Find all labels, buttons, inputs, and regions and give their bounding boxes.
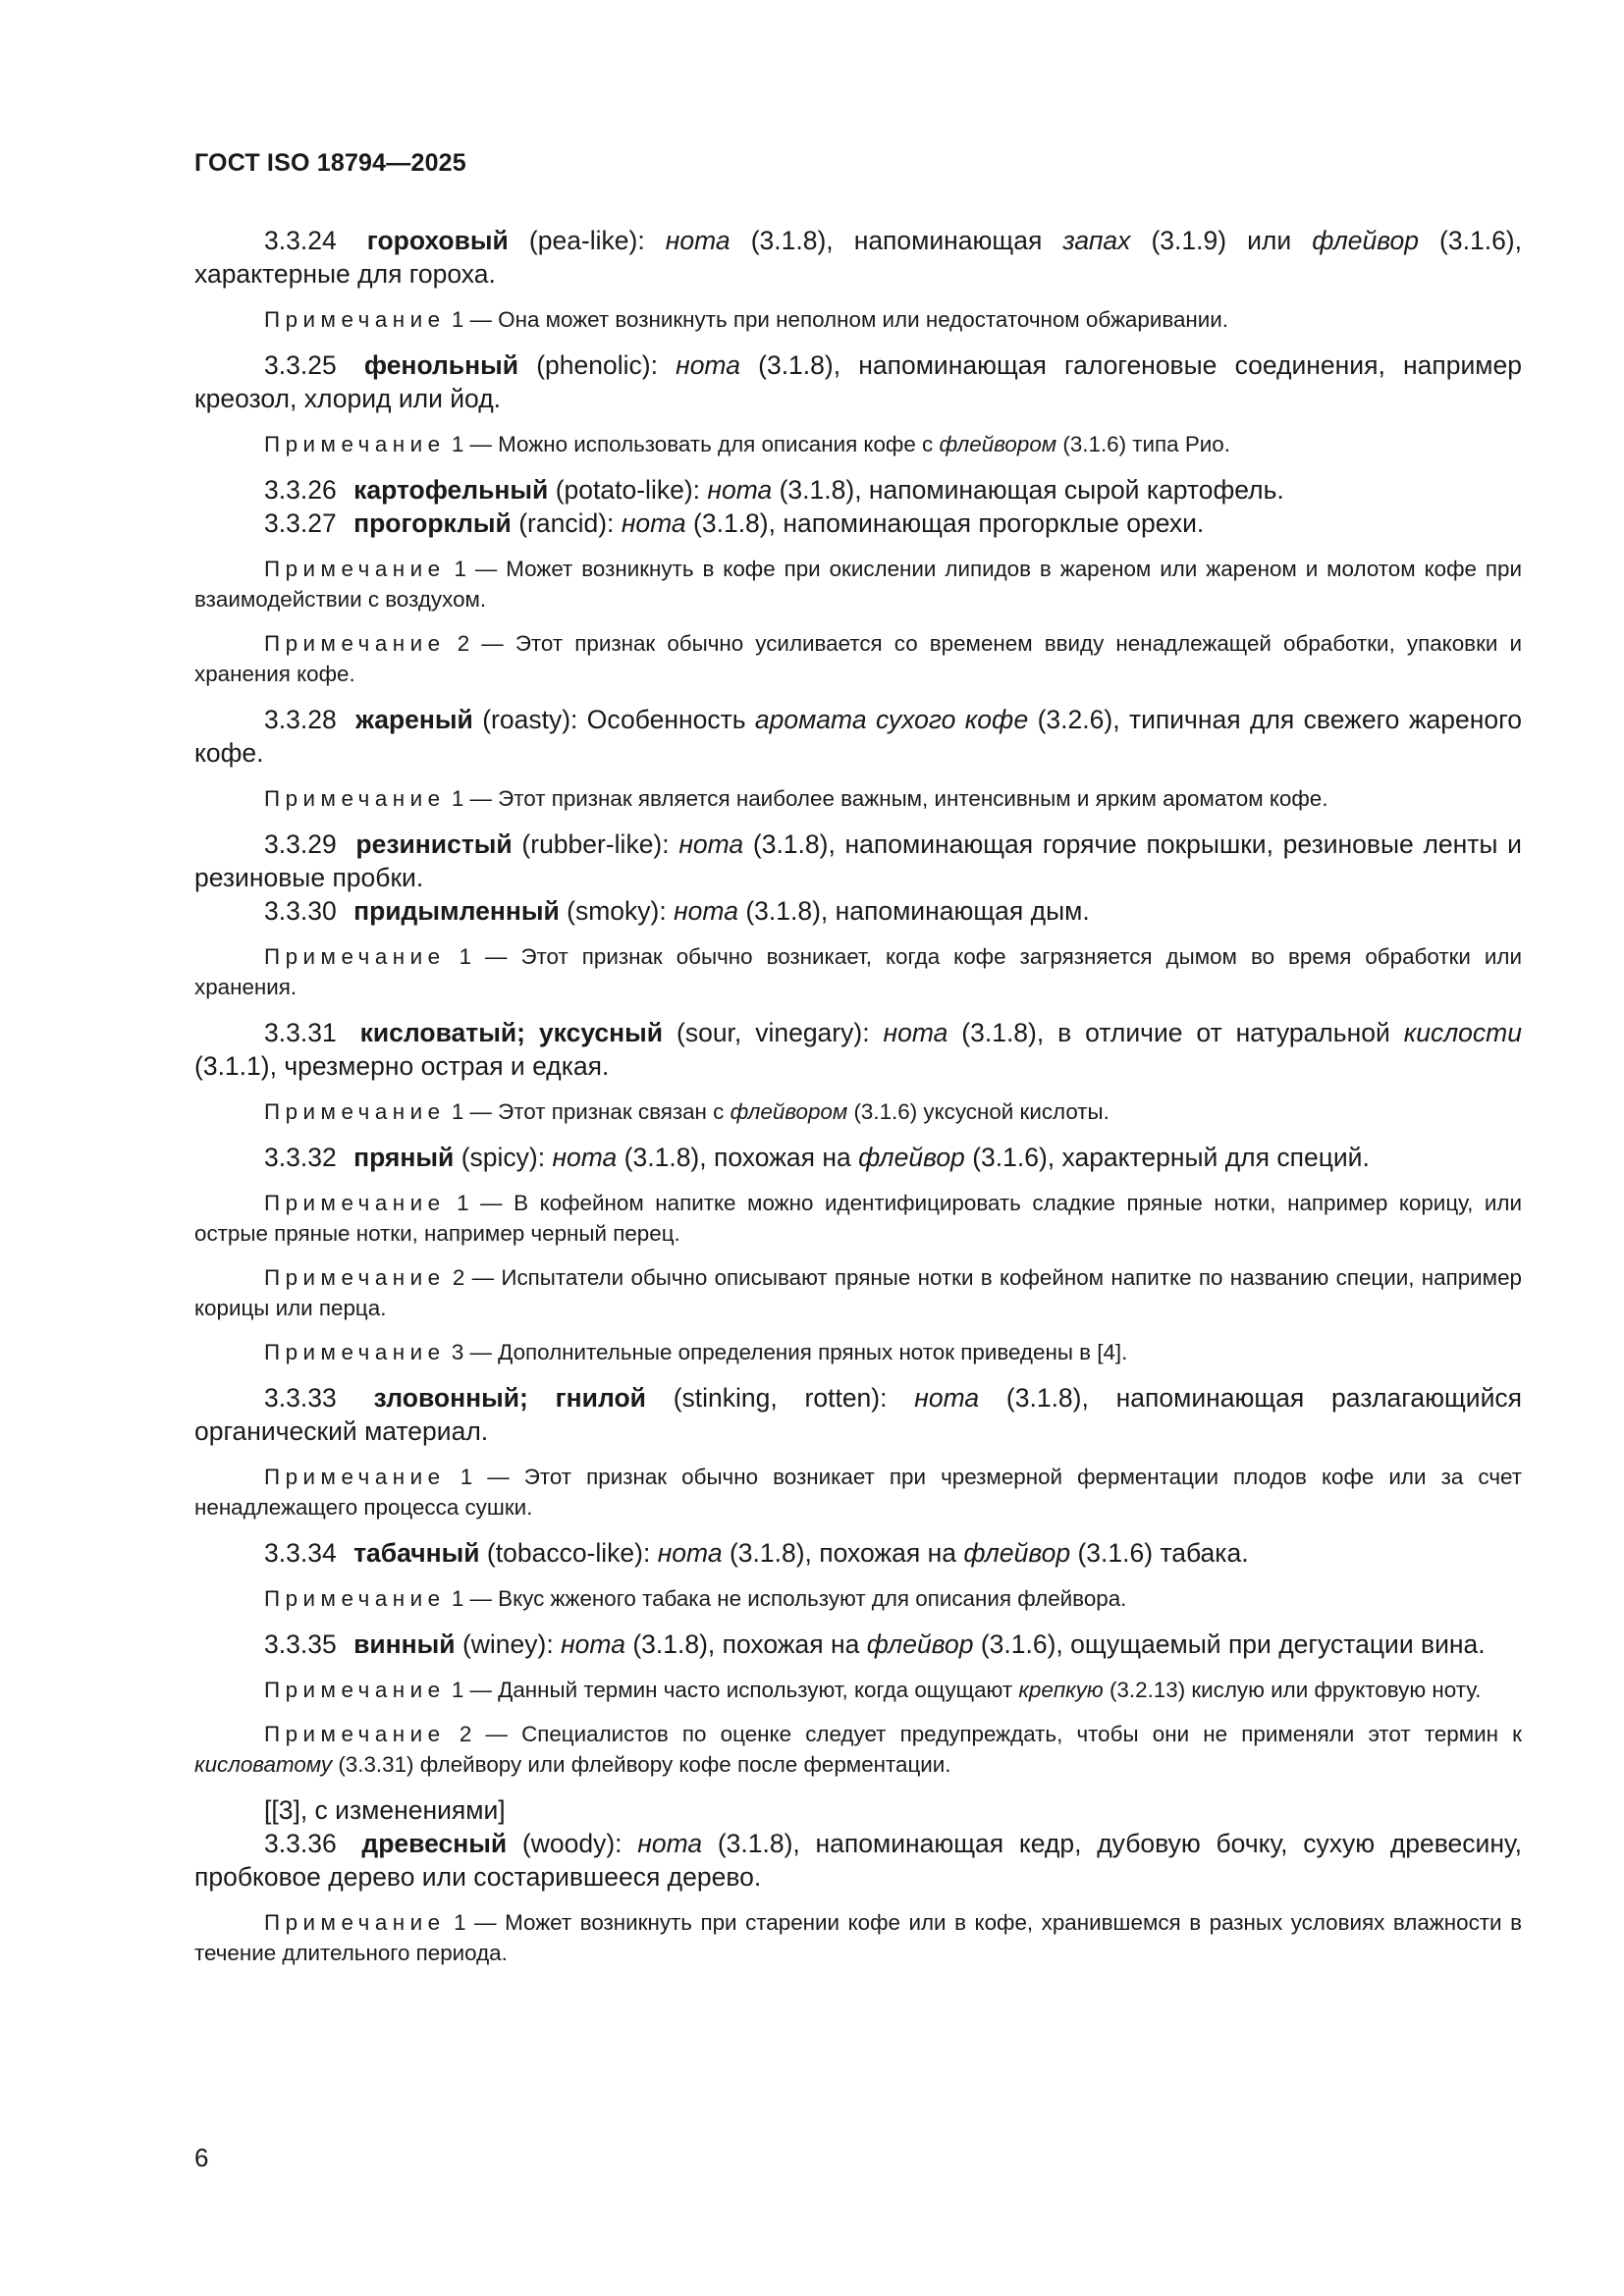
note-index: 1 — <box>454 1910 497 1935</box>
note-text: Вкус жженого табака не используют для описания флейвора. <box>498 1586 1127 1611</box>
note-ref: флейвором <box>939 432 1057 456</box>
term-title: прогорклый <box>353 508 512 538</box>
term-number: 3.3.32 <box>264 1143 337 1172</box>
term-ref: нота <box>657 1538 723 1568</box>
note-label: Примечание <box>264 1099 446 1124</box>
term-ref: запах <box>1062 226 1131 255</box>
term-number: 3.3.25 <box>264 350 337 380</box>
note-index: 1 — <box>451 307 492 332</box>
note-label: Примечание <box>264 1722 446 1746</box>
term-title: табачный <box>353 1538 480 1568</box>
term-text: (3.1.6), характерные для гороха. <box>194 226 1522 289</box>
note-3-3-28 <box>194 783 1522 814</box>
note-text: Этот признак обычно возникает, когда кофе загрязняется дымом во время обработки или хранения. <box>194 944 1522 999</box>
note-text: Испытатели обычно описывают пряные нотки в кофейном напитке по названию специи, например корицы или перца. <box>194 1265 1522 1320</box>
page-number: 6 <box>194 2143 209 2172</box>
term-title: пряный <box>353 1143 455 1172</box>
term-number: 3.3.31 <box>264 1018 337 1047</box>
term-text: (3.1.8), напоминающая галогеновые соединения, например креозол, хлорид или йод. <box>194 350 1522 413</box>
note-3-3-32-3 <box>194 1337 1522 1367</box>
term-entry-3-3-28 <box>194 703 1522 770</box>
term-ref: нота <box>561 1629 625 1659</box>
term-english: (pea-like): <box>528 226 645 255</box>
term-english: (phenolic): <box>536 350 658 380</box>
note-index: 1 — <box>451 1099 492 1124</box>
term-ref: флейвор <box>1312 226 1419 255</box>
note-label: Примечание <box>264 432 446 456</box>
term-english: (rancid): <box>518 508 615 538</box>
term-title: древесный <box>361 1829 508 1858</box>
term-entry-3-3-29 <box>194 828 1522 894</box>
term-number: 3.3.33 <box>264 1383 337 1413</box>
note-index: 1 — <box>451 1678 492 1702</box>
note-3-3-35-2 <box>194 1719 1522 1780</box>
term-entry-3-3-32 <box>194 1141 1522 1174</box>
term-ref: флейвор <box>866 1629 974 1659</box>
term-entry-3-3-27 <box>194 507 1522 540</box>
note-label: Примечание <box>264 1340 446 1364</box>
note-text: (3.2.13) кислую или фруктовую ноту. <box>1109 1678 1482 1702</box>
note-3-3-30 <box>194 941 1522 1002</box>
term-english: (tobacco-like): <box>486 1538 651 1568</box>
term-number: 3.3.24 <box>264 226 337 255</box>
term-entry-3-3-34 <box>194 1536 1522 1570</box>
note-index: 1 — <box>454 557 498 581</box>
term-entry-3-3-26 <box>194 473 1522 507</box>
note-text: Этот признак является наиболее важным, интенсивным и ярким ароматом кофе. <box>498 786 1328 811</box>
note-index: 1 — <box>451 786 492 811</box>
term-title: кисловатый; уксусный <box>359 1018 664 1047</box>
note-index: 1 — <box>457 1191 503 1215</box>
note-label: Примечание <box>264 631 446 656</box>
term-english: (woody): <box>521 1829 623 1858</box>
note-text: Дополнительные определения пряных ноток приведены в [4]. <box>498 1340 1128 1364</box>
term-text: (3.1.8), напоминающая разлагающийся органический материал. <box>194 1383 1522 1446</box>
note-index: 1 — <box>459 944 508 969</box>
note-text: Этот признак обычно возникает при чрезмерной ферментации плодов кофе или за счет ненадлежащего процесса сушки. <box>194 1465 1522 1520</box>
term-english: (stinking, rotten): <box>673 1383 888 1413</box>
term-number: 3.3.26 <box>264 475 337 505</box>
term-text: (3.1.8), похожая на <box>729 1538 956 1568</box>
term-ref: нота <box>552 1143 618 1172</box>
note-text: В кофейном напитке можно идентифицировать сладкие пряные нотки, например корицу, или острые пряные нотки, например черный перец. <box>194 1191 1522 1246</box>
note-index: 1 — <box>451 432 492 456</box>
note-text: (3.1.6) уксусной кислоты. <box>853 1099 1110 1124</box>
term-text: (3.1.8), напоминающая прогорклые орехи. <box>693 508 1205 538</box>
term-entry-3-3-24 <box>194 224 1522 291</box>
note-3-3-24 <box>194 304 1522 335</box>
term-ref: нота <box>678 829 744 859</box>
note-label: Примечание <box>264 1191 446 1215</box>
note-text: Она может возникнуть при неполном или недостаточном обжаривании. <box>498 307 1229 332</box>
term-text: (3.1.8), напоминающая горячие покрышки, резиновые ленты и резиновые пробки. <box>194 829 1522 892</box>
note-ref: крепкую <box>1018 1678 1104 1702</box>
term-text: (3.1.8), напоминающая сырой картофель. <box>779 475 1284 505</box>
term-text: (3.1.9) или <box>1151 226 1292 255</box>
term-ref: нота <box>707 475 773 505</box>
term-entry-3-3-35 <box>194 1628 1522 1661</box>
document-header: ГОСТ ISO 18794—2025 <box>194 149 466 177</box>
note-index: 2 — <box>457 631 504 656</box>
term-title: картофельный <box>353 475 549 505</box>
note-3-3-32-2 <box>194 1262 1522 1323</box>
note-text: (3.3.31) флейвору или флейвору кофе после ферментации. <box>338 1752 951 1777</box>
term-number: 3.3.28 <box>264 705 337 734</box>
term-ref: аромата сухого кофе <box>754 705 1029 734</box>
note-text: Может возникнуть в кофе при окислении липидов в жареном или жареном и молотом кофе при взаимодействии с воздухом. <box>194 557 1522 612</box>
term-entry-3-3-30 <box>194 894 1522 928</box>
term-text: (3.1.1), чрезмерно острая и едкая. <box>194 1051 610 1081</box>
term-title: зловонный; гнилой <box>373 1383 646 1413</box>
term-entry-3-3-33 <box>194 1381 1522 1448</box>
note-label: Примечание <box>264 1465 446 1489</box>
term-title: придымленный <box>353 896 560 926</box>
term-number: 3.3.29 <box>264 829 337 859</box>
term-ref: кислости <box>1403 1018 1522 1047</box>
note-text: Данный термин часто используют, когда ощущают <box>498 1678 1013 1702</box>
note-text: Можно использовать для описания кофе с <box>498 432 934 456</box>
note-label: Примечание <box>264 944 446 969</box>
note-label: Примечание <box>264 1678 446 1702</box>
source-text: [[3], с изменениями] <box>264 1795 506 1825</box>
term-text: (3.1.8), напоминающая кедр, дубовую бочку, сухую древесину, пробковое дерево или состарившееся дерево. <box>194 1829 1522 1892</box>
term-title: гороховый <box>366 226 509 255</box>
note-3-3-27-2 <box>194 628 1522 689</box>
note-text: (3.1.6) типа Рио. <box>1062 432 1230 456</box>
term-text: (3.1.6) табака. <box>1077 1538 1249 1568</box>
term-english: (roasty): <box>482 705 578 734</box>
term-title: фенольный <box>363 350 519 380</box>
note-label: Примечание <box>264 557 446 581</box>
note-index: 3 — <box>451 1340 492 1364</box>
term-text: (3.2.6), типичная для свежего жареного кофе. <box>194 705 1522 768</box>
note-index: 2 — <box>459 1722 508 1746</box>
term-text: (3.1.8), напоминающая <box>750 226 1043 255</box>
term-title: резинистый <box>355 829 513 859</box>
term-ref: нота <box>676 350 740 380</box>
document-body <box>194 224 1522 1968</box>
note-text: Этот признак обычно усиливается со временем ввиду ненадлежащей обработки, упаковки и хранения кофе. <box>194 631 1522 686</box>
term-english: (smoky): <box>567 896 667 926</box>
term-entry-3-3-31 <box>194 1016 1522 1083</box>
term-ref: нота <box>665 226 731 255</box>
term-text: (3.1.8), похожая на <box>623 1143 851 1172</box>
term-ref: нота <box>883 1018 948 1047</box>
term-text: (3.1.8), похожая на <box>632 1629 860 1659</box>
term-english: (sour, vinegary): <box>677 1018 870 1047</box>
term-ref: флейвор <box>963 1538 1071 1568</box>
note-index: 1 — <box>460 1465 510 1489</box>
note-label: Примечание <box>264 1586 446 1611</box>
note-3-3-34 <box>194 1583 1522 1614</box>
term-ref: нота <box>621 508 686 538</box>
term-ref: нота <box>674 896 738 926</box>
source-reference <box>194 1793 1522 1827</box>
note-text: Специалистов по оценке следует предупреждать, чтобы они не применяли этот термин к <box>521 1722 1522 1746</box>
term-number: 3.3.35 <box>264 1629 337 1659</box>
note-3-3-25 <box>194 429 1522 459</box>
term-title: винный <box>353 1629 456 1659</box>
term-title: жареный <box>355 705 473 734</box>
term-number: 3.3.27 <box>264 508 337 538</box>
note-text: Может возникнуть при старении кофе или в кофе, хранившемся в разных условиях влажности в течение длительного периода. <box>194 1910 1522 1965</box>
note-ref: кисловатому <box>194 1752 333 1777</box>
term-ref: нота <box>637 1829 703 1858</box>
term-text: (3.1.8), напоминающая дым. <box>745 896 1090 926</box>
term-text: (3.1.6), ощущаемый при дегустации вина. <box>980 1629 1486 1659</box>
term-text: (3.1.8), в отличие от натуральной <box>961 1018 1390 1047</box>
note-3-3-27-1 <box>194 554 1522 614</box>
note-index: 2 — <box>452 1265 495 1290</box>
term-entry-3-3-25 <box>194 348 1522 415</box>
term-english: (spicy): <box>460 1143 546 1172</box>
term-text: Особенность <box>586 705 746 734</box>
term-number: 3.3.34 <box>264 1538 337 1568</box>
term-number: 3.3.36 <box>264 1829 337 1858</box>
note-3-3-33 <box>194 1462 1522 1522</box>
note-label: Примечание <box>264 786 446 811</box>
note-3-3-35-1 <box>194 1675 1522 1705</box>
note-label: Примечание <box>264 1910 446 1935</box>
term-text: (3.1.6), характерный для специй. <box>972 1143 1370 1172</box>
term-english: (potato-like): <box>555 475 701 505</box>
note-label: Примечание <box>264 307 446 332</box>
term-ref: флейвор <box>858 1143 965 1172</box>
term-ref: нота <box>914 1383 980 1413</box>
note-ref: флейвором <box>730 1099 848 1124</box>
note-index: 1 — <box>451 1586 492 1611</box>
note-3-3-32-1 <box>194 1188 1522 1249</box>
term-english: (winey): <box>461 1629 554 1659</box>
note-label: Примечание <box>264 1265 446 1290</box>
note-3-3-36 <box>194 1907 1522 1968</box>
note-text: Этот признак связан с <box>498 1099 725 1124</box>
note-3-3-31 <box>194 1096 1522 1127</box>
term-number: 3.3.30 <box>264 896 337 926</box>
term-english: (rubber-like): <box>521 829 670 859</box>
term-entry-3-3-36 <box>194 1827 1522 1894</box>
